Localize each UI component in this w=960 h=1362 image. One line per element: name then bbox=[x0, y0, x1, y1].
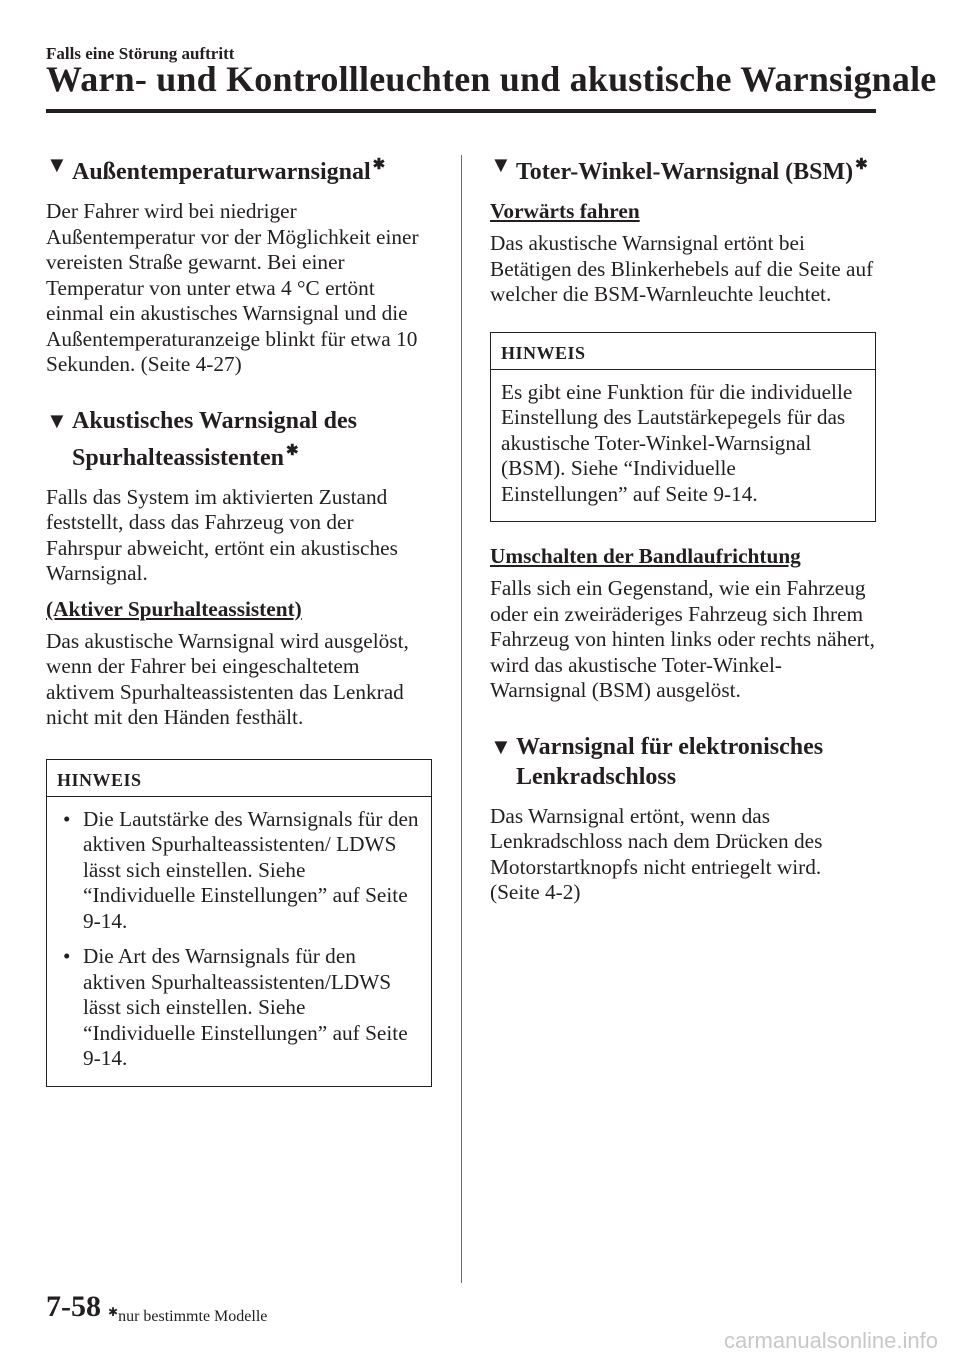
section-marker-icon: ▼ bbox=[490, 152, 512, 177]
note-title: HINWEIS bbox=[501, 342, 586, 363]
note-bullet: • Die Lautstärke des Warnsignals für den aktiven Spurhalteassistenten/ LDWS lässt sich einstellen. Siehe “Individuelle Einstellungen” auf Seite 9-14. bbox=[63, 806, 419, 933]
section-title-line1: Warnsignal für elektronisches bbox=[516, 733, 824, 760]
note-box bbox=[490, 332, 876, 523]
note-box bbox=[46, 759, 432, 1087]
section-marker-icon: ▼ bbox=[46, 407, 68, 433]
bullet-dot-icon: • bbox=[63, 944, 71, 968]
subheading: (Aktiver Spurhalteassistent) bbox=[46, 596, 302, 621]
section-title: Toter-Winkel-Warnsignal (BSM) bbox=[516, 159, 854, 185]
section-blind-spot bbox=[490, 150, 876, 704]
section-title-line2: Spurhalteassistenten bbox=[72, 444, 285, 471]
section-heading bbox=[46, 150, 432, 187]
watermark: carmanualsonline.info bbox=[723, 1328, 938, 1353]
subheading: Umschalten der Bandlaufrichtung bbox=[490, 544, 801, 568]
section-body: Der Fahrer wird bei niedriger Außentemperatur vor der Möglichkeit einer vereisten Straße gewarnt. Bei einer Temperatur von unter etwa 4 °C ertönt einmal ein akustisches Warnsignal und die Außentemperaturanzeige blinkt für etwa 10 Sekunden. (Seite 4-27) bbox=[46, 199, 419, 376]
asterisk-icon: ✱ bbox=[108, 1305, 119, 1319]
column-divider bbox=[461, 155, 462, 1283]
section-body: Das akustische Warnsignal ertönt bei Betätigen des Blinkerhebels auf die Seite auf welcher die BSM-Warnleuchte leuchtet. bbox=[490, 231, 874, 306]
note-title: HINWEIS bbox=[57, 769, 142, 790]
asterisk-icon: ✱ bbox=[855, 157, 868, 173]
section-body-2: Das akustische Warnsignal wird ausgelöst, wenn der Fahrer bei eingeschaltetem aktivem Spurhalteassistenten das Lenkrad nicht mit den Händen festhält. bbox=[46, 628, 409, 729]
page-number: 7-58 bbox=[46, 1290, 101, 1323]
section-body: Falls das System im aktivierten Zustand feststellt, dass das Fahrzeug von der Fahrspur abweicht, ertönt ein akustisches Warnsignal. bbox=[46, 484, 398, 585]
section-title-line1: Akustisches Warnsignal des bbox=[72, 407, 357, 434]
section-marker-icon: ▼ bbox=[46, 152, 68, 177]
section-marker-icon: ▼ bbox=[490, 733, 512, 759]
section-heading bbox=[46, 406, 432, 473]
page-title: Warn- und Kontrollleuchten und akustische Warnsignale bbox=[46, 59, 937, 99]
section-title: Außentemperaturwarnsignal bbox=[72, 159, 371, 185]
left-column bbox=[46, 150, 432, 1115]
section-heading bbox=[490, 150, 876, 187]
section-body-2: Falls sich ein Gegenstand, wie ein Fahrzeug oder ein zweiräderiges Fahrzeug sich Ihrem Fahrzeug von hinten links oder rechts nähert, wird das akustische Toter-Winkel-Warnsignal (BSM) ausgelöst. bbox=[490, 576, 876, 702]
footer-note: ✱nur bestimmte Modelle bbox=[108, 1305, 268, 1325]
section-outside-temperature bbox=[46, 150, 432, 378]
section-lane-keep bbox=[46, 406, 432, 1087]
section-heading bbox=[490, 732, 876, 792]
right-column bbox=[490, 150, 876, 934]
header-rule bbox=[46, 109, 876, 113]
note-body: Es gibt eine Funktion für die individuelle Einstellung des Lautstärkepegels für das akustische Toter-Winkel-Warnsignal (BSM). Siehe “Individuelle Einstellungen” auf Seite 9-14. bbox=[501, 379, 853, 506]
asterisk-icon: ✱ bbox=[372, 157, 386, 173]
chapter-label: Falls eine Störung auftritt bbox=[46, 44, 235, 63]
asterisk-icon: ✱ bbox=[286, 442, 299, 459]
note-bullet: • Die Art des Warnsignals für den aktiven Spurhalteassistenten/LDWS lässt sich einstellen. Siehe “Individuelle Einstellungen” auf Seite 9-14. bbox=[63, 944, 408, 1070]
note-body bbox=[47, 797, 431, 1086]
subheading: Vorwärts fahren bbox=[490, 199, 640, 223]
section-steering-lock bbox=[490, 732, 876, 906]
section-title-line2: Lenkradschloss bbox=[516, 763, 677, 790]
bullet-dot-icon: • bbox=[63, 806, 71, 831]
section-body: Das Warnsignal ertönt, wenn das Lenkradschloss nach dem Drücken des Motorstartknopfs nicht entriegelt wird. (Seite 4-2) bbox=[490, 803, 823, 904]
